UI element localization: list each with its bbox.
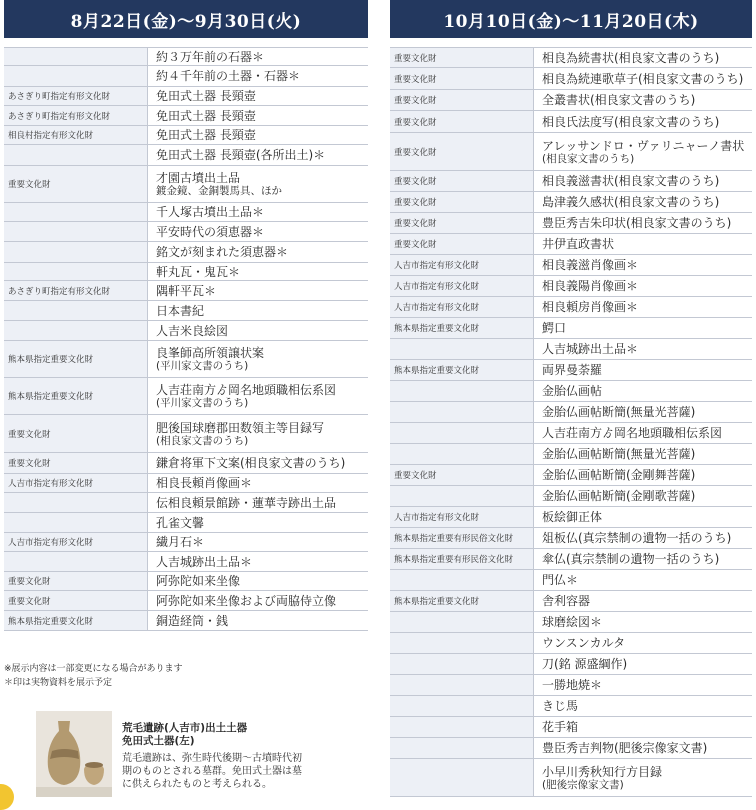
exhibit-item xyxy=(147,48,368,65)
designation-label xyxy=(4,321,147,340)
table-row xyxy=(390,528,752,549)
designation-label xyxy=(390,717,533,737)
designation-label xyxy=(390,738,533,758)
exhibit-item xyxy=(533,486,752,506)
designation-label: 重要文化財 xyxy=(394,96,437,106)
table-row xyxy=(4,281,368,301)
exhibit-item xyxy=(533,48,752,67)
designation-label: あさぎり町指定有形文化財 xyxy=(8,286,111,297)
exhibit-title: 千人塚古墳出土品＊ xyxy=(156,205,265,219)
table-row xyxy=(390,654,752,675)
exhibit-item xyxy=(147,493,368,512)
table-row xyxy=(4,591,368,611)
exhibit-title: 相良長頼肖像画＊ xyxy=(156,476,253,490)
table-row xyxy=(4,572,368,591)
exhibit-item xyxy=(533,255,752,275)
table-row xyxy=(390,738,752,759)
exhibit-subtitle: (肥後宗像家文書) xyxy=(542,778,624,791)
exhibit-subtitle: 鍍金鏡、金銅製馬具、ほか xyxy=(156,185,282,197)
table-row xyxy=(4,203,368,222)
exhibit-title: 相良為続連歌草子(相良家文書のうち) xyxy=(542,71,744,86)
exhibit-title: 軒丸瓦・鬼瓦＊ xyxy=(156,264,241,279)
designation-label: 人吉市指定有形文化財 xyxy=(394,261,480,271)
designation-label xyxy=(390,633,533,653)
exhibit-title: 人吉城跡出土品＊ xyxy=(156,554,253,569)
table-row xyxy=(4,493,368,513)
designation-label: 重要文化財 xyxy=(8,180,51,190)
exhibit-item xyxy=(533,192,752,212)
designation-label: 熊本県指定重要文化財 xyxy=(394,366,480,376)
designation-label xyxy=(4,552,147,571)
exhibit-item xyxy=(533,444,752,464)
exhibit-title: 俎板仏(真宗禁制の遺物一括のうち) xyxy=(542,531,732,545)
table-row xyxy=(390,759,752,797)
exhibit-title: 繊月石＊ xyxy=(156,535,205,549)
exhibit-table-2 xyxy=(390,47,752,797)
exhibit-item xyxy=(147,474,368,492)
exhibit-item xyxy=(533,318,752,338)
table-row xyxy=(390,570,752,591)
exhibit-item xyxy=(533,423,752,443)
designation-label xyxy=(390,675,533,695)
caption-title: 荒毛遺跡(人吉市)出土土器 xyxy=(122,722,248,734)
exhibit-item xyxy=(533,633,752,653)
table-row xyxy=(390,507,752,528)
exhibit-item xyxy=(533,528,752,548)
table-row xyxy=(390,133,752,171)
exhibit-item xyxy=(147,453,368,473)
exhibit-item xyxy=(533,759,752,796)
designation-label xyxy=(4,48,147,65)
notes xyxy=(4,662,368,690)
exhibit-item xyxy=(533,717,752,737)
designation-label xyxy=(4,145,147,165)
exhibit-title: 門仏＊ xyxy=(542,573,579,587)
table-row xyxy=(390,339,752,360)
table-row xyxy=(390,111,752,133)
exhibit-title: 人吉荘南方ゟ岡名地頭職相伝系図 xyxy=(156,383,337,397)
designation-label xyxy=(390,402,533,422)
exhibit-item xyxy=(533,234,752,254)
table-row xyxy=(4,106,368,126)
exhibit-title: アレッサンドロ・ヴァリニャーノ書状 xyxy=(542,138,745,153)
exhibit-item xyxy=(533,507,752,527)
table-row xyxy=(390,465,752,486)
exhibit-item xyxy=(147,513,368,532)
table-row xyxy=(390,591,752,612)
exhibit-title: ウンスンカルタ xyxy=(542,636,626,650)
designation-label xyxy=(4,222,147,241)
exhibit-title: 花手箱 xyxy=(542,720,579,734)
exhibit-item xyxy=(147,145,368,165)
exhibit-subtitle: (平川家文書のうち) xyxy=(156,360,249,372)
exhibit-item xyxy=(147,242,368,262)
designation-label: 重要文化財 xyxy=(394,74,437,85)
designation-label: 熊本県指定重要文化財 xyxy=(8,392,94,402)
exhibit-item xyxy=(533,738,752,758)
exhibit-item xyxy=(147,203,368,221)
exhibit-title: 人吉城跡出土品＊ xyxy=(542,342,639,356)
designation-label xyxy=(4,513,147,532)
table-row xyxy=(390,192,752,213)
decorative-dot xyxy=(0,784,14,810)
table-row xyxy=(390,90,752,111)
table-row xyxy=(390,423,752,444)
exhibit-title: 相良頼房肖像画＊ xyxy=(542,300,639,314)
exhibit-title: 相良義滋書状(相良家文書のうち) xyxy=(542,174,720,188)
exhibit-subtitle: (相良家文書のうち) xyxy=(542,152,635,165)
exhibit-item xyxy=(533,133,752,170)
exhibit-title: 豊臣秀吉判物(肥後宗像家文書) xyxy=(542,741,708,755)
exhibit-title: 一勝地焼＊ xyxy=(542,678,603,692)
exhibit-title: 阿弥陀如来坐像 xyxy=(156,574,241,588)
exhibit-title: 両界曼荼羅 xyxy=(542,363,603,377)
exhibit-item xyxy=(533,68,752,89)
exhibit-item xyxy=(147,611,368,630)
designation-label: 重要文化財 xyxy=(8,429,51,440)
designation-label: 熊本県指定重要文化財 xyxy=(394,324,480,334)
note-line: ※展示内容は一部変更になる場合があります xyxy=(4,664,183,674)
exhibit-title: 肥後国球磨郡田数領主等目録写 xyxy=(156,420,325,435)
designation-label: あさぎり町指定有形文化財 xyxy=(8,92,111,102)
exhibit-subtitle: (平川家文書のうち) xyxy=(156,397,249,409)
designation-label xyxy=(390,381,533,401)
designation-label: 重要文化財 xyxy=(394,240,437,250)
pottery-photo xyxy=(36,711,112,797)
table-row xyxy=(4,321,368,341)
table-row xyxy=(4,126,368,145)
exhibit-item xyxy=(147,533,368,551)
designation-label xyxy=(390,696,533,716)
exhibit-title: 小早川秀秋知行方目録 xyxy=(542,764,663,779)
exhibit-title: 豊臣秀吉朱印状(相良家文書のうち) xyxy=(542,216,732,230)
exhibit-item xyxy=(147,552,368,571)
table-row xyxy=(4,145,368,166)
table-row xyxy=(390,255,752,276)
exhibit-title: 相良義陽肖像画＊ xyxy=(542,279,639,293)
exhibit-title: 傘仏(真宗禁制の遺物一括のうち) xyxy=(542,552,720,566)
table-row xyxy=(390,444,752,465)
exhibit-title: 相良義滋肖像画＊ xyxy=(542,258,639,272)
designation-label: 熊本県指定重要有形民俗文化財 xyxy=(394,555,514,565)
exhibit-title: 平安時代の須恵器＊ xyxy=(156,224,265,239)
exhibit-item xyxy=(533,360,752,380)
designation-label xyxy=(4,263,147,280)
exhibit-title: 約４千年前の土器・石器＊ xyxy=(156,69,301,83)
table-row xyxy=(4,48,368,66)
designation-label xyxy=(390,759,533,796)
table-row xyxy=(390,68,752,90)
exhibit-title: 日本書紀 xyxy=(156,303,205,318)
designation-label: あさぎり町指定有形文化財 xyxy=(8,111,111,122)
exhibit-item xyxy=(533,654,752,674)
exhibit-title: 舎利容器 xyxy=(542,594,591,608)
exhibit-item xyxy=(147,572,368,590)
exhibit-title: 板絵御正体 xyxy=(542,510,603,524)
table-row xyxy=(4,66,368,87)
table-row xyxy=(390,696,752,717)
exhibit-title: 免田式土器 長頸壺 xyxy=(156,128,256,142)
designation-label xyxy=(390,486,533,506)
table-row xyxy=(390,717,752,738)
table-row xyxy=(4,166,368,203)
exhibit-title: 孔雀文馨 xyxy=(156,515,205,530)
exhibit-title: 阿弥陀如来坐像および両脇侍立像 xyxy=(156,593,337,608)
exhibit-item xyxy=(533,213,752,233)
exhibit-item xyxy=(533,111,752,132)
designation-label: 人吉市指定有形文化財 xyxy=(8,538,94,548)
table-row xyxy=(4,341,368,378)
exhibit-subtitle: (相良家文書のうち) xyxy=(156,434,249,447)
designation-label xyxy=(4,493,147,512)
table-row xyxy=(4,263,368,281)
table-row xyxy=(4,301,368,321)
note-line: ＊印は実物資料を展示予定 xyxy=(4,678,113,688)
exhibit-item xyxy=(147,591,368,610)
designation-label xyxy=(390,339,533,359)
table-row xyxy=(390,213,752,234)
designation-label xyxy=(390,444,533,464)
designation-label: 重要文化財 xyxy=(394,471,437,481)
table-row xyxy=(390,171,752,192)
exhibit-item xyxy=(533,90,752,110)
exhibit-item xyxy=(147,66,368,86)
exhibit-item xyxy=(147,281,368,300)
exhibit-title: 井伊直政書状 xyxy=(542,237,615,251)
exhibit-title: 刀(銘 源盛綱作) xyxy=(542,657,628,671)
designation-label: 熊本県指定重要文化財 xyxy=(394,597,480,607)
exhibit-title: 金胎仏画帖断簡(金剛舞菩薩) xyxy=(542,468,696,482)
designation-label: 重要文化財 xyxy=(394,147,437,158)
exhibit-item xyxy=(147,106,368,125)
exhibit-title: 免田式土器 長頸壺(各所出土)＊ xyxy=(156,148,326,162)
exhibit-title: 才園古墳出土品 xyxy=(156,171,241,185)
table-row xyxy=(390,402,752,423)
table-row xyxy=(390,612,752,633)
exhibit-item xyxy=(533,402,752,422)
exhibit-title: 隅軒平瓦＊ xyxy=(156,283,217,298)
table-row xyxy=(4,453,368,474)
exhibit-title: 島津義久感状(相良家文書のうち) xyxy=(542,195,720,209)
designation-label xyxy=(390,654,533,674)
exhibit-item xyxy=(147,166,368,202)
designation-label: 人吉市指定有形文化財 xyxy=(394,282,480,292)
designation-label: 人吉市指定有形文化財 xyxy=(394,513,480,523)
exhibit-title: 人吉米良絵図 xyxy=(156,323,229,338)
table-row xyxy=(390,48,752,68)
exhibit-title: 銘文が刻まれた須恵器＊ xyxy=(156,245,289,259)
table-row xyxy=(390,381,752,402)
exhibit-item xyxy=(147,222,368,241)
designation-label xyxy=(390,570,533,590)
exhibit-title: 免田式土器 長頸壺 xyxy=(156,108,256,123)
table-row xyxy=(390,234,752,255)
designation-label: 人吉市指定有形文化財 xyxy=(394,303,480,313)
designation-label xyxy=(4,203,147,221)
exhibit-item xyxy=(533,381,752,401)
exhibit-item xyxy=(533,696,752,716)
designation-label: 熊本県指定重要文化財 xyxy=(8,616,94,627)
table-row xyxy=(390,486,752,507)
table-row xyxy=(390,633,752,654)
table-row xyxy=(390,318,752,339)
exhibit-title: 良峯師高所領譲状案 xyxy=(156,346,265,360)
designation-label xyxy=(4,242,147,262)
table-row xyxy=(4,474,368,493)
exhibit-title: 伝相良頼景館跡・蓮華寺跡出土品 xyxy=(156,495,337,510)
exhibit-title: 球磨絵図＊ xyxy=(542,615,603,629)
designation-label: 重要文化財 xyxy=(8,577,51,587)
exhibit-item xyxy=(147,301,368,320)
table-row xyxy=(390,276,752,297)
exhibit-item xyxy=(533,591,752,611)
exhibit-item xyxy=(147,321,368,340)
table-row xyxy=(4,378,368,415)
exhibit-item xyxy=(533,276,752,296)
exhibit-item xyxy=(533,171,752,191)
exhibit-title: 免田式土器 長頸壺 xyxy=(156,89,256,103)
exhibit-title: 全叢書状(相良家文書のうち) xyxy=(542,93,696,107)
table-row xyxy=(4,222,368,242)
table-row xyxy=(390,549,752,570)
exhibit-title: きじ馬 xyxy=(542,699,579,713)
designation-label: 重要文化財 xyxy=(394,53,437,64)
table-row xyxy=(4,87,368,106)
designation-label: 重要文化財 xyxy=(394,117,437,128)
table-row xyxy=(4,533,368,552)
designation-label: 熊本県指定重要文化財 xyxy=(8,355,94,365)
designation-label: 人吉市指定有形文化財 xyxy=(8,479,94,489)
period-header-2: 10月10日(金)〜11月20日(木) xyxy=(390,0,752,38)
exhibit-item xyxy=(533,339,752,359)
caption-body: 荒毛遺跡は、弥生時代後期〜古墳時代初 期のものとされる墓群。免田式土器は墓 に供えられたものと考えられる。 xyxy=(122,753,302,790)
designation-label xyxy=(390,423,533,443)
designation-label: 重要文化財 xyxy=(394,177,437,187)
exhibit-title: 金胎仏画帖断簡(金剛歌菩薩) xyxy=(542,489,696,503)
exhibit-item xyxy=(147,263,368,280)
exhibit-title: 相良氏法度写(相良家文書のうち) xyxy=(542,114,720,129)
exhibit-title: 相良為続書状(相良家文書のうち) xyxy=(542,50,720,65)
exhibit-title: 約３万年前の石器＊ xyxy=(156,49,265,64)
table-row xyxy=(4,415,368,453)
exhibit-item xyxy=(533,297,752,317)
exhibit-item xyxy=(147,415,368,452)
exhibit-item xyxy=(147,378,368,414)
exhibit-item xyxy=(147,87,368,105)
caption-subtitle: 免田式土器(左) xyxy=(122,735,195,747)
designation-label xyxy=(4,66,147,86)
exhibit-list-period-2 xyxy=(390,0,752,797)
designation-label: 相良村指定有形文化財 xyxy=(8,131,94,141)
exhibit-title: 金胎仏画帖断簡(無量光菩薩) xyxy=(542,405,696,419)
designation-label: 重要文化財 xyxy=(8,596,51,607)
designation-label: 重要文化財 xyxy=(394,198,437,208)
exhibit-title: 金胎仏画帖 xyxy=(542,384,603,398)
exhibit-title: 金胎仏画帖断簡(無量光菩薩) xyxy=(542,447,696,461)
designation-label: 重要文化財 xyxy=(394,219,437,229)
exhibit-item xyxy=(533,612,752,632)
exhibit-item xyxy=(147,341,368,377)
exhibit-table-1 xyxy=(4,47,368,631)
table-row xyxy=(4,552,368,572)
table-row xyxy=(4,242,368,263)
exhibit-title: 鰐口 xyxy=(542,321,567,335)
period-header-1: 8月22日(金)〜9月30日(火) xyxy=(4,0,368,38)
exhibit-title: 人吉荘南方ゟ岡名地頭職相伝系図 xyxy=(542,426,723,440)
photo-caption xyxy=(122,722,362,791)
exhibit-title: 銅造経筒・銭 xyxy=(156,613,229,628)
table-row xyxy=(4,611,368,631)
exhibit-item xyxy=(147,126,368,144)
table-row xyxy=(390,360,752,381)
table-row xyxy=(4,513,368,533)
exhibit-list-period-1 xyxy=(4,0,368,688)
designation-label: 熊本県指定重要有形民俗文化財 xyxy=(394,534,514,544)
table-row xyxy=(390,297,752,318)
table-row xyxy=(390,675,752,696)
designation-label: 重要文化財 xyxy=(8,459,51,469)
exhibit-item xyxy=(533,465,752,485)
exhibit-item xyxy=(533,675,752,695)
exhibit-item xyxy=(533,549,752,569)
exhibit-title: 鎌倉将軍下文案(相良家文書のうち) xyxy=(156,456,346,470)
exhibit-item xyxy=(533,570,752,590)
designation-label xyxy=(390,612,533,632)
designation-label xyxy=(4,301,147,320)
